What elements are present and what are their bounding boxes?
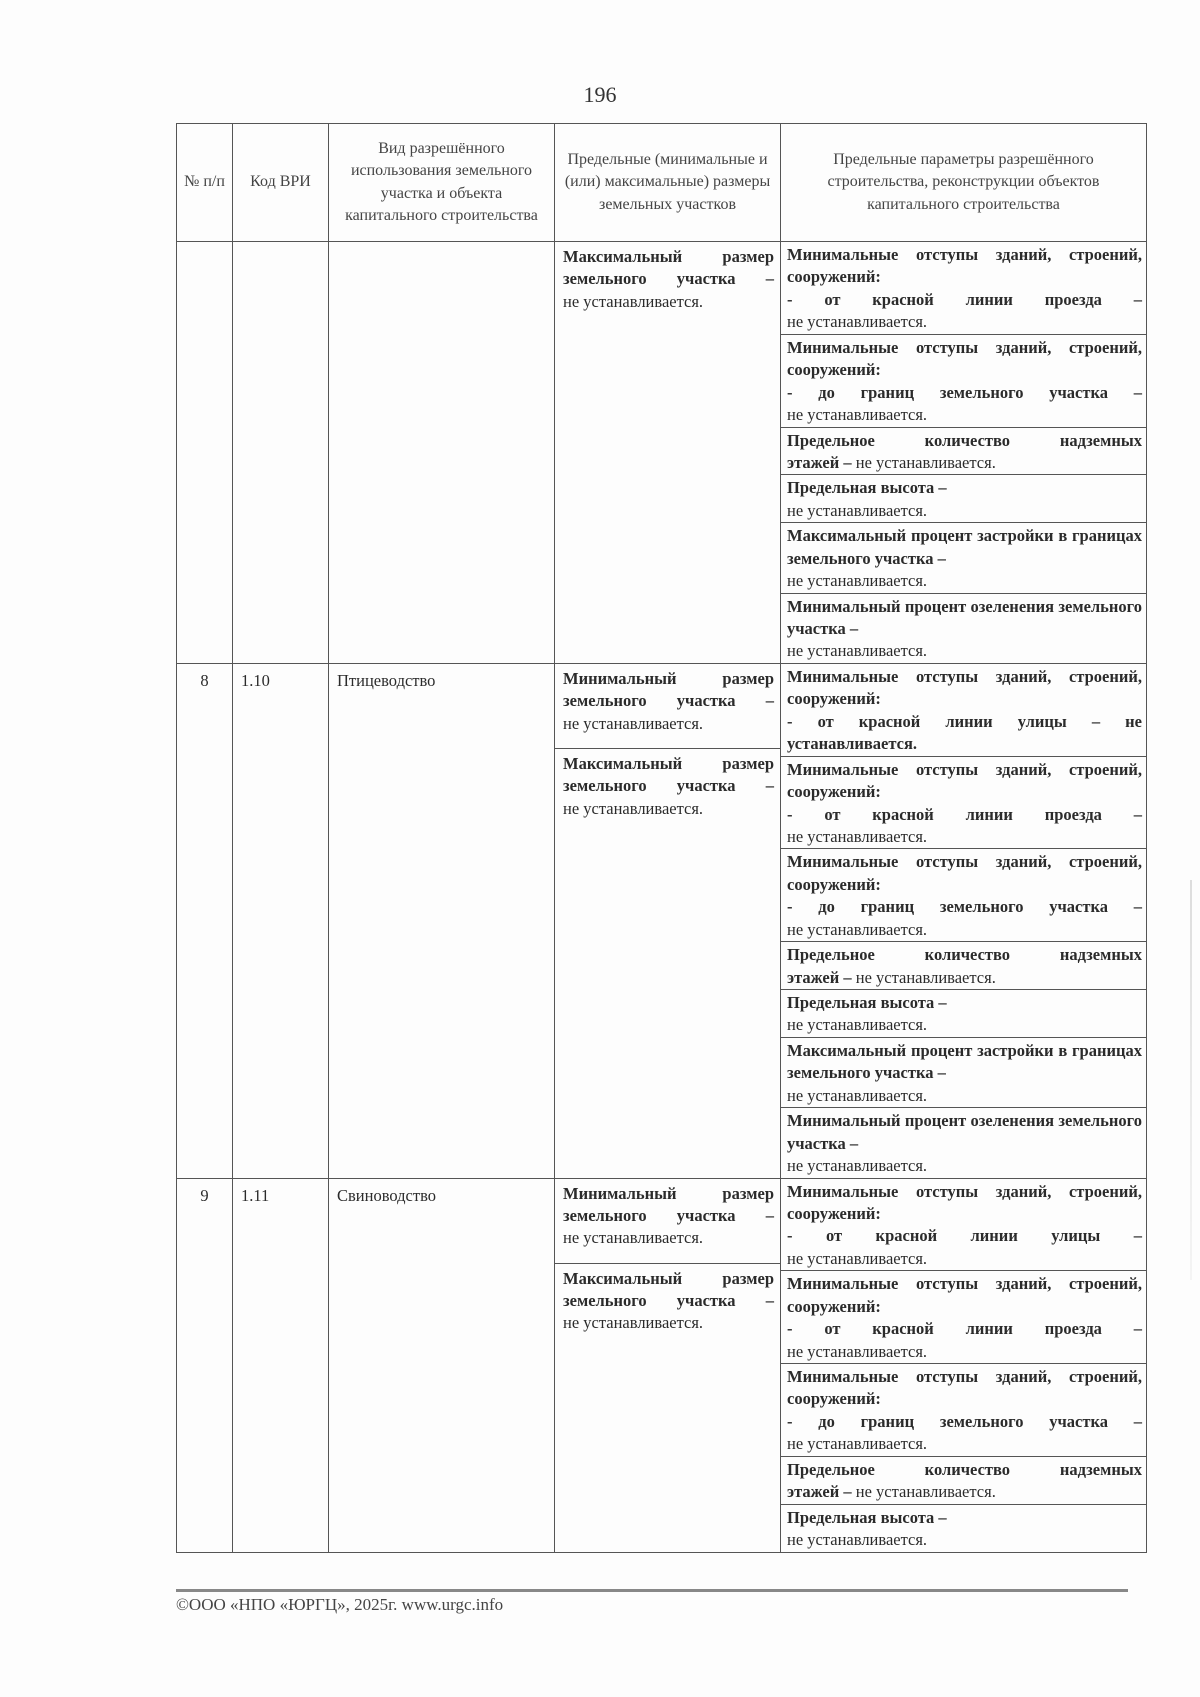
build-param-value: не устанавливается.	[787, 1530, 928, 1550]
build-param-block	[781, 664, 1146, 757]
table-row	[177, 1178, 1147, 1552]
build-param-title: Максимальный процент застройки в границах земельного участка –	[787, 1040, 1142, 1083]
header-vid: Вид разрешённого использования земельного участка и объекта капитального строительства	[329, 124, 555, 242]
build-param-title: Минимальные отступы зданий, строений, сооружений:	[787, 1274, 1142, 1316]
build-param-title: Предельная высота –	[787, 478, 947, 498]
build-param-sub: - от красной линии улицы –	[787, 1226, 1142, 1246]
header-sizes: Предельные (минимальные и (или) максимальные) размеры земельных участков	[555, 124, 781, 242]
row-number: 9	[177, 1178, 233, 1552]
build-param-block	[781, 475, 1146, 523]
build-param-value: не устанавливается.	[787, 1341, 928, 1361]
row-build-params	[781, 663, 1147, 1178]
build-param-sub: - от красной линии проезда –	[787, 1319, 1142, 1339]
build-param-block	[781, 428, 1146, 476]
table-row	[177, 242, 1147, 664]
build-param-value: не устанавливается.	[787, 571, 928, 591]
plot-size-value: не устанавливается.	[563, 291, 704, 311]
footer-divider	[176, 1589, 1128, 1592]
scan-edge-mark	[1190, 880, 1192, 1280]
footer-copyright: ©ООО «НПО «ЮРГЦ», 2025г. www.urgc.info	[176, 1595, 504, 1614]
build-param-title-cont: этажей –	[787, 452, 852, 472]
build-param-block	[781, 1457, 1146, 1505]
header-params: Предельные параметры разрешённого строительства, реконструкции объектов капитального строительства	[781, 124, 1147, 242]
build-param-block	[781, 1364, 1146, 1457]
build-param-value: не устанавливается.	[787, 405, 928, 425]
row-plot-sizes	[555, 1178, 781, 1552]
build-param-value: не устанавливается.	[851, 452, 996, 472]
build-param-title: Минимальные отступы зданий, строений, сооружений:	[787, 1181, 1142, 1223]
row-code	[233, 242, 329, 664]
build-param-block	[781, 594, 1146, 663]
build-param-value: не устанавливается.	[787, 500, 928, 520]
build-param-title-cont: этажей –	[787, 1482, 852, 1502]
build-param-sub: - от красной линии улицы – не устанавливается.	[787, 711, 1142, 754]
row-build-params	[781, 1178, 1147, 1552]
plot-size-value: не устанавливается.	[563, 1228, 704, 1248]
plot-size-value: не устанавливается.	[563, 798, 704, 818]
row-plot-sizes	[555, 242, 781, 664]
table-body	[177, 242, 1147, 1553]
plot-size-title: Максимальный размер земельного участка –	[563, 753, 774, 796]
build-param-block	[781, 335, 1146, 428]
plot-size-title: Максимальный размер земельного участка –	[563, 247, 774, 289]
build-param-title: Минимальные отступы зданий, строений, сооружений:	[787, 759, 1142, 802]
build-param-value: не устанавливается.	[787, 1015, 928, 1035]
build-param-value: не устанавливается.	[787, 919, 928, 939]
build-param-value: не устанавливается.	[787, 641, 928, 661]
plot-size-block	[555, 242, 780, 313]
row-plot-sizes	[555, 663, 781, 1178]
build-param-value: не устанавливается.	[787, 1248, 928, 1268]
build-param-title: Предельное количество надземных	[787, 945, 1142, 965]
page-number: 196	[583, 82, 617, 107]
row-use-type: Птицеводство	[329, 663, 555, 1178]
build-param-value: не устанавливается.	[787, 1085, 928, 1105]
regulations-table	[176, 123, 1147, 1553]
row-number: 8	[177, 663, 233, 1178]
build-param-block	[781, 1108, 1146, 1177]
build-param-block	[781, 1271, 1146, 1364]
build-param-sub: - до границ земельного участка –	[787, 382, 1142, 402]
build-param-sub: - до границ земельного участка –	[787, 1411, 1142, 1431]
table-header-row	[177, 124, 1147, 242]
build-param-block	[781, 523, 1146, 593]
build-param-value: не устанавливается.	[851, 967, 996, 987]
build-param-block	[781, 757, 1146, 850]
build-param-title-cont: этажей –	[787, 967, 852, 987]
header-code: Код ВРИ	[233, 124, 329, 242]
plot-size-block	[555, 664, 780, 749]
build-param-title: Предельное количество надземных	[787, 1459, 1142, 1479]
build-param-block	[781, 1179, 1146, 1272]
build-param-title: Минимальные отступы зданий, строений, сооружений:	[787, 852, 1142, 894]
build-param-value: не устанавливается.	[787, 1156, 928, 1176]
build-param-title: Минимальные отступы зданий, строений, сооружений:	[787, 1367, 1142, 1409]
build-param-block	[781, 1505, 1146, 1552]
build-param-title: Минимальные отступы зданий, строений, сооружений:	[787, 337, 1142, 380]
plot-size-value: не устанавливается.	[563, 1313, 704, 1333]
build-param-title: Минимальные отступы зданий, строений, сооружений:	[787, 245, 1142, 287]
build-param-value: не устанавливается.	[787, 1434, 928, 1454]
plot-size-title: Максимальный размер земельного участка –	[563, 1268, 774, 1310]
plot-size-block	[555, 1264, 780, 1335]
row-use-type: Свиноводство	[329, 1178, 555, 1552]
build-param-block	[781, 990, 1146, 1038]
row-code: 1.11	[233, 1178, 329, 1552]
build-param-block	[781, 849, 1146, 942]
row-build-params	[781, 242, 1147, 664]
plot-size-block	[555, 1179, 780, 1264]
build-param-title: Минимальный процент озеленения земельного участка –	[787, 1111, 1142, 1153]
plot-size-block	[555, 749, 780, 820]
build-param-block	[781, 242, 1146, 335]
build-param-sub: - от красной линии проезда –	[787, 289, 1142, 309]
build-param-title: Предельная высота –	[787, 993, 947, 1012]
plot-size-title: Минимальный размер земельного участка –	[563, 1183, 774, 1225]
build-param-title: Минимальный процент озеленения земельного участка –	[787, 596, 1142, 638]
build-param-block	[781, 1038, 1146, 1108]
plot-size-value: не устанавливается.	[563, 713, 704, 733]
header-num: № п/п	[177, 124, 233, 242]
build-param-title: Предельная высота –	[787, 1507, 947, 1527]
table-row	[177, 663, 1147, 1178]
row-use-type	[329, 242, 555, 664]
build-param-value: не устанавливается.	[787, 312, 928, 332]
build-param-sub: - до границ земельного участка –	[787, 897, 1142, 917]
build-param-sub: - от красной линии проезда –	[787, 804, 1142, 824]
build-param-value: не устанавливается.	[851, 1482, 996, 1502]
build-param-title: Максимальный процент застройки в границах земельного участка –	[787, 526, 1142, 568]
build-param-title: Минимальные отступы зданий, строений, сооружений:	[787, 666, 1142, 709]
build-param-title: Предельное количество надземных	[787, 430, 1142, 450]
row-code: 1.10	[233, 663, 329, 1178]
plot-size-title: Минимальный размер земельного участка –	[563, 668, 774, 711]
row-number	[177, 242, 233, 664]
build-param-block	[781, 942, 1146, 990]
build-param-value: не устанавливается.	[787, 826, 928, 846]
